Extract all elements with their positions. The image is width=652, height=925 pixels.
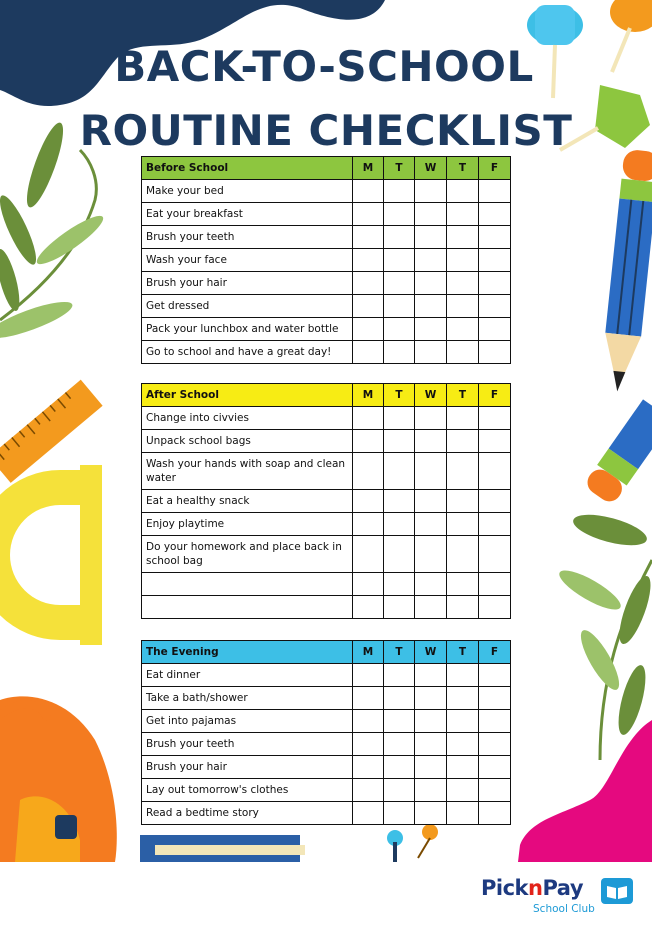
check-box[interactable] <box>447 513 479 536</box>
table-row <box>142 490 511 513</box>
check-box[interactable] <box>447 596 479 619</box>
task-label: Go to school and have a great day! <box>142 341 353 364</box>
check-box[interactable] <box>384 249 415 272</box>
task-label: Eat a healthy snack <box>142 490 353 513</box>
check-box[interactable] <box>384 490 415 513</box>
table-row <box>142 664 511 687</box>
check-box[interactable] <box>479 573 511 596</box>
check-box[interactable] <box>384 596 415 619</box>
table-row <box>142 573 511 596</box>
check-box[interactable] <box>479 596 511 619</box>
check-box[interactable] <box>415 536 447 573</box>
check-box[interactable] <box>447 249 479 272</box>
check-box[interactable] <box>479 430 511 453</box>
task-label: Read a bedtime story <box>142 802 353 825</box>
check-box[interactable] <box>479 180 511 203</box>
section-header-row <box>142 641 511 664</box>
table-row <box>142 756 511 779</box>
check-box[interactable] <box>447 295 479 318</box>
check-box[interactable] <box>384 573 415 596</box>
table-row <box>142 295 511 318</box>
table-row <box>142 779 511 802</box>
pencil-end <box>583 399 652 506</box>
book-icon <box>601 878 633 904</box>
check-box[interactable] <box>384 272 415 295</box>
check-box[interactable] <box>447 756 479 779</box>
check-box[interactable] <box>447 664 479 687</box>
check-box[interactable] <box>384 664 415 687</box>
brand-logo <box>481 876 641 916</box>
check-box[interactable] <box>415 733 447 756</box>
day-label-wed: W <box>415 641 447 664</box>
check-box[interactable] <box>479 341 511 364</box>
check-box[interactable] <box>415 272 447 295</box>
day-label-mon: M <box>353 384 384 407</box>
day-label-thu: T <box>447 384 479 407</box>
check-box[interactable] <box>415 710 447 733</box>
day-label-fri: F <box>479 157 511 180</box>
checklist-after-school <box>141 383 511 619</box>
check-box[interactable] <box>353 490 384 513</box>
check-box[interactable] <box>447 318 479 341</box>
check-box[interactable] <box>353 295 384 318</box>
check-box[interactable] <box>447 779 479 802</box>
day-label-fri: F <box>479 384 511 407</box>
task-label: Brush your teeth <box>142 733 353 756</box>
check-box[interactable] <box>353 756 384 779</box>
check-box[interactable] <box>447 802 479 825</box>
check-box[interactable] <box>353 453 384 490</box>
table-row <box>142 453 511 490</box>
check-box[interactable] <box>447 710 479 733</box>
day-label-mon: M <box>353 157 384 180</box>
check-box[interactable] <box>384 407 415 430</box>
check-box[interactable] <box>447 341 479 364</box>
check-box[interactable] <box>415 318 447 341</box>
day-label-tue: T <box>384 157 415 180</box>
table-row <box>142 318 511 341</box>
check-box[interactable] <box>415 596 447 619</box>
task-label: Brush your hair <box>142 272 353 295</box>
task-label: Make your bed <box>142 180 353 203</box>
check-box[interactable] <box>447 733 479 756</box>
task-label: Do your homework and place back in school bag <box>142 536 353 573</box>
check-box[interactable] <box>384 802 415 825</box>
table-row <box>142 226 511 249</box>
table-row <box>142 710 511 733</box>
check-box[interactable] <box>447 272 479 295</box>
check-box[interactable] <box>479 295 511 318</box>
check-box[interactable] <box>353 596 384 619</box>
check-box[interactable] <box>447 490 479 513</box>
check-box[interactable] <box>415 756 447 779</box>
leaf-branch-right <box>555 509 652 760</box>
day-label-fri: F <box>479 641 511 664</box>
pencil <box>599 149 652 393</box>
books <box>140 835 305 862</box>
table-row <box>142 596 511 619</box>
check-box[interactable] <box>353 341 384 364</box>
task-label: Get into pajamas <box>142 710 353 733</box>
checklist-before-school <box>141 156 511 364</box>
check-box[interactable] <box>384 779 415 802</box>
check-box[interactable] <box>447 203 479 226</box>
check-box[interactable] <box>479 490 511 513</box>
check-box[interactable] <box>447 180 479 203</box>
section-heading: After School <box>142 384 353 407</box>
check-box[interactable] <box>384 180 415 203</box>
check-box[interactable] <box>353 779 384 802</box>
table-row <box>142 536 511 573</box>
task-label: Change into civvies <box>142 407 353 430</box>
check-box[interactable] <box>479 407 511 430</box>
check-box[interactable] <box>384 513 415 536</box>
check-box[interactable] <box>353 536 384 573</box>
check-box[interactable] <box>384 756 415 779</box>
day-label-thu: T <box>447 641 479 664</box>
check-box[interactable] <box>479 453 511 490</box>
table-row <box>142 513 511 536</box>
day-label-wed: W <box>415 384 447 407</box>
table-row <box>142 272 511 295</box>
brand-subtitle: School Club <box>533 903 595 915</box>
check-box[interactable] <box>479 756 511 779</box>
check-box[interactable] <box>353 687 384 710</box>
check-box[interactable] <box>479 536 511 573</box>
check-box[interactable] <box>353 664 384 687</box>
table-row <box>142 687 511 710</box>
brand-part-pick: Pick <box>481 876 529 900</box>
task-label: Eat dinner <box>142 664 353 687</box>
check-box[interactable] <box>479 664 511 687</box>
check-box[interactable] <box>479 687 511 710</box>
check-box[interactable] <box>479 203 511 226</box>
check-box[interactable] <box>415 779 447 802</box>
check-box[interactable] <box>415 180 447 203</box>
task-label: Lay out tomorrow's clothes <box>142 779 353 802</box>
check-box[interactable] <box>353 249 384 272</box>
check-box[interactable] <box>384 430 415 453</box>
check-box[interactable] <box>415 407 447 430</box>
small-pins <box>387 824 438 862</box>
day-label-tue: T <box>384 384 415 407</box>
check-box[interactable] <box>447 573 479 596</box>
table-row <box>142 180 511 203</box>
check-box[interactable] <box>447 226 479 249</box>
brand-part-pay: Pay <box>542 876 584 900</box>
check-box[interactable] <box>447 687 479 710</box>
section-header-row <box>142 157 511 180</box>
table-row <box>142 802 511 825</box>
check-box[interactable] <box>415 664 447 687</box>
check-box[interactable] <box>479 249 511 272</box>
table-row <box>142 203 511 226</box>
table-row <box>142 341 511 364</box>
task-label: Eat your breakfast <box>142 203 353 226</box>
check-box[interactable] <box>479 513 511 536</box>
task-label: Wash your hands with soap and clean water <box>142 453 353 490</box>
check-box[interactable] <box>479 226 511 249</box>
check-box[interactable] <box>415 802 447 825</box>
check-box[interactable] <box>415 203 447 226</box>
task-label: Brush your hair <box>142 756 353 779</box>
check-box[interactable] <box>415 226 447 249</box>
check-box[interactable] <box>384 203 415 226</box>
task-label: Enjoy playtime <box>142 513 353 536</box>
check-box[interactable] <box>384 687 415 710</box>
table-row <box>142 249 511 272</box>
task-label: Pack your lunchbox and water bottle <box>142 318 353 341</box>
check-box[interactable] <box>479 733 511 756</box>
check-box[interactable] <box>447 453 479 490</box>
check-box[interactable] <box>353 710 384 733</box>
check-box[interactable] <box>479 272 511 295</box>
task-label: Wash your face <box>142 249 353 272</box>
day-label-wed: W <box>415 157 447 180</box>
section-heading: Before School <box>142 157 353 180</box>
protractor <box>0 465 102 645</box>
check-box[interactable] <box>353 802 384 825</box>
task-label: Get dressed <box>142 295 353 318</box>
check-box[interactable] <box>447 407 479 430</box>
day-label-tue: T <box>384 641 415 664</box>
check-box[interactable] <box>353 573 384 596</box>
check-box[interactable] <box>384 341 415 364</box>
check-box[interactable] <box>353 513 384 536</box>
check-box[interactable] <box>384 453 415 490</box>
check-box[interactable] <box>353 203 384 226</box>
backpack <box>0 696 117 862</box>
check-box[interactable] <box>415 430 447 453</box>
check-box[interactable] <box>447 430 479 453</box>
section-heading: The Evening <box>142 641 353 664</box>
check-box[interactable] <box>384 536 415 573</box>
brand-wordmark <box>481 876 583 900</box>
task-label: Unpack school bags <box>142 430 353 453</box>
check-box[interactable] <box>415 513 447 536</box>
check-box[interactable] <box>415 453 447 490</box>
table-row <box>142 733 511 756</box>
table-row <box>142 430 511 453</box>
check-box[interactable] <box>415 341 447 364</box>
task-label[interactable] <box>142 573 353 596</box>
checklist-evening <box>141 640 511 825</box>
check-box[interactable] <box>384 226 415 249</box>
brand-part-n: n <box>528 876 543 900</box>
check-box[interactable] <box>353 430 384 453</box>
check-box[interactable] <box>353 272 384 295</box>
check-box[interactable] <box>479 710 511 733</box>
section-header-row <box>142 384 511 407</box>
check-box[interactable] <box>353 226 384 249</box>
check-box[interactable] <box>415 573 447 596</box>
check-box[interactable] <box>415 295 447 318</box>
check-box[interactable] <box>479 802 511 825</box>
day-label-thu: T <box>447 157 479 180</box>
check-box[interactable] <box>447 536 479 573</box>
task-label: Brush your teeth <box>142 226 353 249</box>
page-title-line1: BACK-TO-SCHOOL <box>114 42 534 91</box>
check-box[interactable] <box>415 687 447 710</box>
check-box[interactable] <box>384 710 415 733</box>
check-box[interactable] <box>353 407 384 430</box>
check-box[interactable] <box>415 490 447 513</box>
check-box[interactable] <box>384 295 415 318</box>
check-box[interactable] <box>479 318 511 341</box>
check-box[interactable] <box>353 180 384 203</box>
check-box[interactable] <box>415 249 447 272</box>
check-box[interactable] <box>353 318 384 341</box>
page-title-line2: ROUTINE CHECKLIST <box>79 106 573 155</box>
pink-blob <box>518 720 652 862</box>
day-label-mon: M <box>353 641 384 664</box>
check-box[interactable] <box>384 733 415 756</box>
table-row <box>142 407 511 430</box>
task-label: Take a bath/shower <box>142 687 353 710</box>
check-box[interactable] <box>479 779 511 802</box>
check-box[interactable] <box>353 733 384 756</box>
task-label[interactable] <box>142 596 353 619</box>
check-box[interactable] <box>384 318 415 341</box>
